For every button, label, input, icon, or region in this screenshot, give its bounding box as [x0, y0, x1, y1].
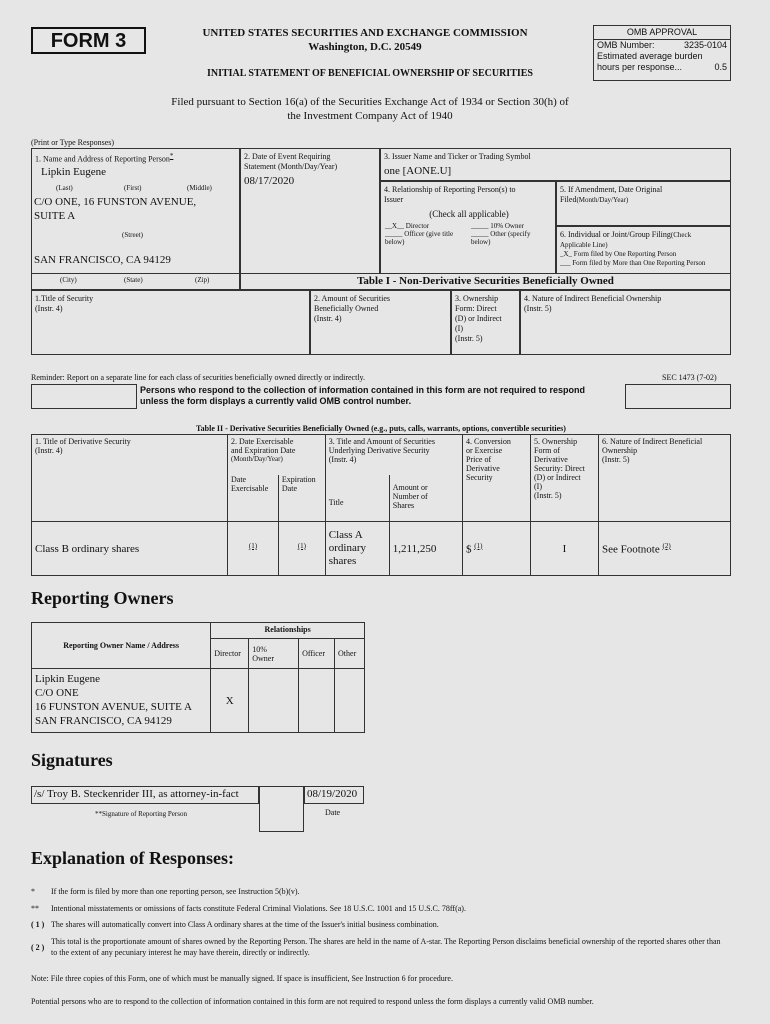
- reporting-owners-table: [31, 622, 365, 733]
- table1-col1-label-1: 1.Title of Security: [35, 294, 94, 303]
- signatures-heading: Signatures: [31, 750, 113, 770]
- table2-col6-header: [599, 435, 731, 522]
- agency-name: UNITED STATES SECURITIES AND EXCHANGE COMMISSION: [202, 27, 528, 39]
- derivative-security-title: Class B ordinary shares: [32, 522, 228, 576]
- table2-col1-header: [32, 435, 228, 522]
- box2-label-1: 2. Date of Event Requiring: [244, 152, 331, 161]
- table2-col1-label-2: (Instr. 4): [35, 446, 63, 455]
- expiration-label-1: Expiration: [281, 474, 316, 484]
- table2-col5-label-7: (Instr. 5): [534, 491, 562, 500]
- reminder-text: Reminder: Report on a separate line for each class of securities beneficially owned directly or indirectly.: [31, 373, 366, 382]
- table1-col3-label-1: 3. Ownership: [455, 294, 499, 303]
- reporting-person-name: Lipkin Eugene: [41, 166, 107, 178]
- table2-title-header: [325, 475, 389, 522]
- issuer-box: [380, 148, 731, 181]
- other-option-below: below): [471, 238, 491, 246]
- underlying-title-line2: ordinary: [328, 542, 367, 554]
- box1-label: 1. Name and Address of Reporting Person: [35, 154, 170, 164]
- reminder-right-box: [625, 384, 731, 409]
- ownership-form-value: I: [531, 522, 599, 576]
- table2-col6-label-2: Ownership: [602, 446, 638, 455]
- table1-col1-label-2: (Instr. 4): [35, 304, 63, 313]
- footnote-double-star: [31, 904, 731, 913]
- table2-title: Table II - Derivative Securities Beneficially Owned (e.g., puts, calls, warrants, options, convertible securities): [196, 424, 566, 433]
- box4-label-2: Issuer: [384, 195, 404, 204]
- price-footnote[interactable]: (1): [474, 541, 483, 550]
- table1-col4: [520, 290, 731, 355]
- footnote-2-mark: ( 2 ): [31, 942, 45, 952]
- box3-label: 3. Issuer Name and Ticker or Trading Symbol: [384, 152, 531, 161]
- director-mark-cell: X: [211, 669, 249, 733]
- table1-col3: [451, 290, 520, 355]
- form-label: FORM 3: [50, 30, 127, 52]
- box4-label-1: 4. Relationship of Reporting Person(s) to: [384, 185, 516, 194]
- street-line1: C/O ONE, 16 FUNSTON AVENUE,: [34, 196, 197, 208]
- relationship-box: [380, 181, 556, 274]
- nature-of-ownership-value: [599, 522, 731, 576]
- box1-mark: *: [169, 152, 174, 160]
- ten-percent-label-2: Owner: [252, 653, 274, 663]
- table1-col2-label-2: Beneficially Owned: [314, 304, 379, 313]
- table2-col5-label-1: 5. Ownership: [534, 437, 578, 446]
- table2-col2-label-2: and Expiration Date: [231, 446, 296, 455]
- expiration-label-2: Date: [281, 483, 298, 493]
- omb-hours-label: hours per response...: [597, 62, 683, 72]
- nature-text: See Footnote: [602, 543, 660, 556]
- footnote-star-text: If the form is filed by more than one reporting person, see Instruction 5(b)(v).: [51, 887, 300, 896]
- table2-amount-header: [389, 475, 462, 522]
- filed-by-one-option: _X_ Form filed by One Reporting Person: [560, 250, 677, 258]
- underlying-title-line1: Class A: [328, 529, 363, 541]
- ten-percent-mark-cell: [249, 669, 299, 733]
- table2-col5-label-2: Form of: [534, 446, 560, 455]
- table2-col6-label-3: (Instr. 5): [602, 455, 630, 464]
- box2-label-2: Statement (Month/Day/Year): [244, 162, 338, 171]
- expiration-date-footnote[interactable]: (1): [297, 541, 306, 550]
- table2: [31, 434, 731, 576]
- table2-expiration-header: [278, 475, 325, 522]
- table1-col4-label-1: 4. Nature of Indirect Beneficial Ownership: [524, 294, 662, 303]
- date-exercisable-label-2: Exercisable: [231, 483, 269, 493]
- form-title: INITIAL STATEMENT OF BENEFICIAL OWNERSHIP OF SECURITIES: [206, 68, 533, 79]
- form-label-box: [31, 27, 146, 54]
- event-date: 08/17/2020: [244, 175, 295, 187]
- note-text: Note: File three copies of this Form, one of which must be manually signed. If space is insufficient, See Instruction 6 for procedure.: [31, 974, 453, 983]
- signature-date-label: Date: [325, 808, 341, 817]
- footnote-double-star-mark: **: [31, 904, 39, 913]
- footnote-1-text: The shares will automatically convert into Class A ordinary shares at the time of the Issuer's initial business combination.: [51, 920, 439, 929]
- table2-col4-label-1: 4. Conversion: [466, 437, 511, 446]
- ten-percent-label-1: 10%: [252, 644, 267, 654]
- table2-date-exercisable-header: [228, 475, 279, 522]
- event-date-box: [240, 148, 380, 274]
- date-exercisable-label-1: Date: [231, 474, 247, 484]
- footnote-2-text: This total is the proportionate amount of shares owned by the Reporting Person. The shares are held in the name of A-star. The Reporting Person disclaims beneficial ownership of the reported shares other than to the extent of any pecuniary interest he may have therein, directly or indirectly.: [51, 937, 721, 957]
- conversion-price-value: [463, 522, 531, 576]
- issuer-name-ticker: one [AONE.U]: [384, 165, 452, 177]
- underlying-title-value: [325, 522, 389, 576]
- omb-number-value: 3235-0104: [683, 40, 727, 50]
- street-line2: SUITE A: [34, 210, 76, 222]
- zip-label: (Zip): [195, 276, 210, 284]
- omb-notice-line1: Persons who respond to the collection of information contained in this form are not required to respond: [140, 385, 586, 395]
- table2-col5-label-5: (D) or Indirect: [534, 473, 581, 482]
- table2-col5-label-6: (I): [534, 482, 542, 491]
- nature-footnote[interactable]: (2): [662, 541, 671, 550]
- table1-col3-label-4: (I): [455, 324, 463, 333]
- other-mark-cell: [335, 669, 365, 733]
- table2-col6-label-1: 6. Nature of Indirect Beneficial: [602, 437, 703, 446]
- footnote-1: [31, 920, 731, 929]
- other-option: _____ Other (specify: [471, 230, 531, 238]
- other-header: Other: [335, 639, 365, 669]
- table1-col2: [310, 290, 451, 355]
- date-exercisable-value: [228, 522, 279, 576]
- filed-pursuant-line2: the Investment Company Act of 1940: [287, 110, 453, 122]
- signature-label: **Signature of Reporting Person: [95, 810, 187, 818]
- omb-hours-value: 0.5: [714, 62, 727, 72]
- omb-number-label: OMB Number:: [597, 40, 655, 50]
- middle-label: (Middle): [187, 184, 212, 192]
- table2-col2-label-1: 2. Date Exercisable: [231, 437, 294, 446]
- table-row: [32, 522, 731, 576]
- owner-address-line1: Lipkin Eugene: [35, 673, 101, 685]
- table2-col1-label-1: 1. Title of Derivative Security: [35, 437, 131, 446]
- city-label: (City): [60, 276, 77, 284]
- table1-title-cell: [240, 274, 731, 290]
- box6-applicable: Applicable Line): [560, 241, 608, 249]
- owner-name-header: Reporting Owner Name / Address: [32, 623, 211, 669]
- agency-location: Washington, D.C. 20549: [308, 41, 422, 53]
- director-option: __X__ Director: [385, 222, 430, 230]
- price-symbol: $: [466, 543, 472, 556]
- omb-burden-label: Estimated average burden: [597, 51, 703, 61]
- table1-col3-label-3: (D) or Indirect: [455, 314, 502, 323]
- city-line: SAN FRANCISCO, CA 94129: [34, 254, 171, 266]
- footnote-1-mark: ( 1 ): [31, 920, 45, 929]
- amount-label-3: Shares: [392, 500, 415, 510]
- box5-label-1: 5. If Amendment, Date Original: [560, 185, 663, 194]
- signature-text: /s/ Troy B. Steckenrider III, as attorney-in-fact: [34, 788, 239, 800]
- check-all-label: (Check all applicable): [429, 209, 509, 219]
- box6-label: 6. Individual or Joint/Group Filing: [560, 230, 671, 239]
- amount-label-1: Amount or: [392, 482, 428, 492]
- omb-title: OMB APPROVAL: [594, 26, 730, 40]
- table2-col4-label-2: or Exercise: [466, 446, 503, 455]
- officer-mark-cell: [299, 669, 335, 733]
- potential-persons-text: Potential persons who are to respond to the collection of information contained in this form are not required to respond unless the form displays a currently valid OMB number.: [31, 997, 594, 1006]
- table2-col2-label-3: (Month/Day/Year): [231, 455, 283, 463]
- expiration-date-value: [278, 522, 325, 576]
- table1-col2-label-1: 2. Amount of Securities: [314, 294, 390, 303]
- table1-col1: [31, 290, 310, 355]
- table2-col5-label-3: Derivative: [534, 455, 568, 464]
- omb-notice-line2: unless the form displays a currently valid OMB control number.: [140, 396, 412, 406]
- table2-col3-header: [325, 435, 462, 475]
- table2-col2-header: [228, 435, 326, 475]
- table2-col4-label-3: Price of: [466, 455, 492, 464]
- street-label: (Street): [122, 231, 143, 239]
- omb-approval-box: [593, 25, 731, 81]
- city-state-zip-row: [31, 274, 240, 290]
- date-exercisable-footnote[interactable]: (1): [248, 541, 258, 550]
- footnote-double-star-text: Intentional misstatements or omissions of facts constitute Federal Criminal Violations. See 18 U.S.C. 1001 and 15 U.S.C. 78ff(a).: [51, 904, 466, 913]
- table2-col4-label-5: Security: [466, 473, 493, 482]
- signature-spacer-box: [259, 786, 304, 832]
- reporting-person-box: [31, 148, 240, 274]
- table2-col3-label-1: 3. Title and Amount of Securities: [328, 437, 435, 446]
- owner-address-line2: C/O ONE: [35, 687, 79, 699]
- table1-col4-label-2: (Instr. 5): [524, 304, 552, 313]
- box6-check: (Check: [670, 231, 692, 239]
- underlying-title-label: Title: [328, 498, 344, 508]
- ten-percent-owner-option: _____ 10% Owner: [471, 222, 524, 230]
- table-row: [32, 669, 365, 733]
- print-note: (Print or Type Responses): [31, 138, 115, 147]
- first-label: (First): [124, 184, 142, 192]
- state-label: (State): [124, 276, 143, 284]
- box5-label-2: Filed: [560, 195, 577, 204]
- box5-label-3: (Month/Day/Year): [576, 196, 629, 204]
- amount-label-2: Number of: [392, 491, 428, 501]
- underlying-title-line3: shares: [328, 555, 357, 567]
- amendment-box: [556, 181, 731, 226]
- footnote-star: [31, 887, 731, 896]
- sec-number: SEC 1473 (7-02): [662, 373, 717, 382]
- table2-col5-label-4: Security: Direct: [534, 464, 585, 473]
- last-label: (Last): [56, 184, 73, 192]
- filed-pursuant-line1: Filed pursuant to Section 16(a) of the Securities Exchange Act of 1934 or Section 30(h) of: [171, 96, 569, 108]
- footnote-2: [31, 936, 731, 958]
- filing-type-box: [556, 226, 731, 274]
- reporting-owners-heading: Reporting Owners: [31, 588, 174, 608]
- ten-percent-owner-header: [249, 639, 299, 669]
- owner-address-line3: 16 FUNSTON AVENUE, SUITE A: [35, 701, 192, 713]
- director-header: Director: [211, 639, 249, 669]
- table1-col3-label-2: Form: Direct: [455, 304, 497, 313]
- owner-address-cell: [32, 669, 211, 733]
- table1-col3-label-5: (Instr. 5): [455, 334, 483, 343]
- table2-col4-header: [463, 435, 531, 522]
- signature-date: 08/19/2020: [307, 788, 358, 800]
- owner-address-line4: SAN FRANCISCO, CA 94129: [35, 715, 172, 727]
- reminder-left-box: [31, 384, 137, 409]
- signature-box: [31, 786, 259, 804]
- explanation-heading: Explanation of Responses:: [31, 848, 235, 868]
- filed-by-more-option: ___ Form filed by More than One Reporting Person: [560, 259, 706, 267]
- officer-option: _____ Officer (give title: [385, 230, 454, 238]
- table1-col2-label-3: (Instr. 4): [314, 314, 342, 323]
- officer-option-below: below): [385, 238, 405, 246]
- table2-col4-label-4: Derivative: [466, 464, 500, 473]
- table2-col3-label-2: Underlying Derivative Security: [328, 446, 430, 455]
- footnote-star-mark: *: [31, 887, 35, 896]
- table1-title: Table I - Non-Derivative Securities Beneficially Owned: [357, 275, 614, 287]
- relationships-header: Relationships: [211, 623, 365, 639]
- table2-col5-header: [531, 435, 599, 522]
- officer-header: Officer: [299, 639, 335, 669]
- underlying-amount-value: 1,211,250: [389, 522, 462, 576]
- table2-col3-label-3: (Instr. 4): [328, 455, 357, 464]
- signature-date-box: [304, 786, 364, 804]
